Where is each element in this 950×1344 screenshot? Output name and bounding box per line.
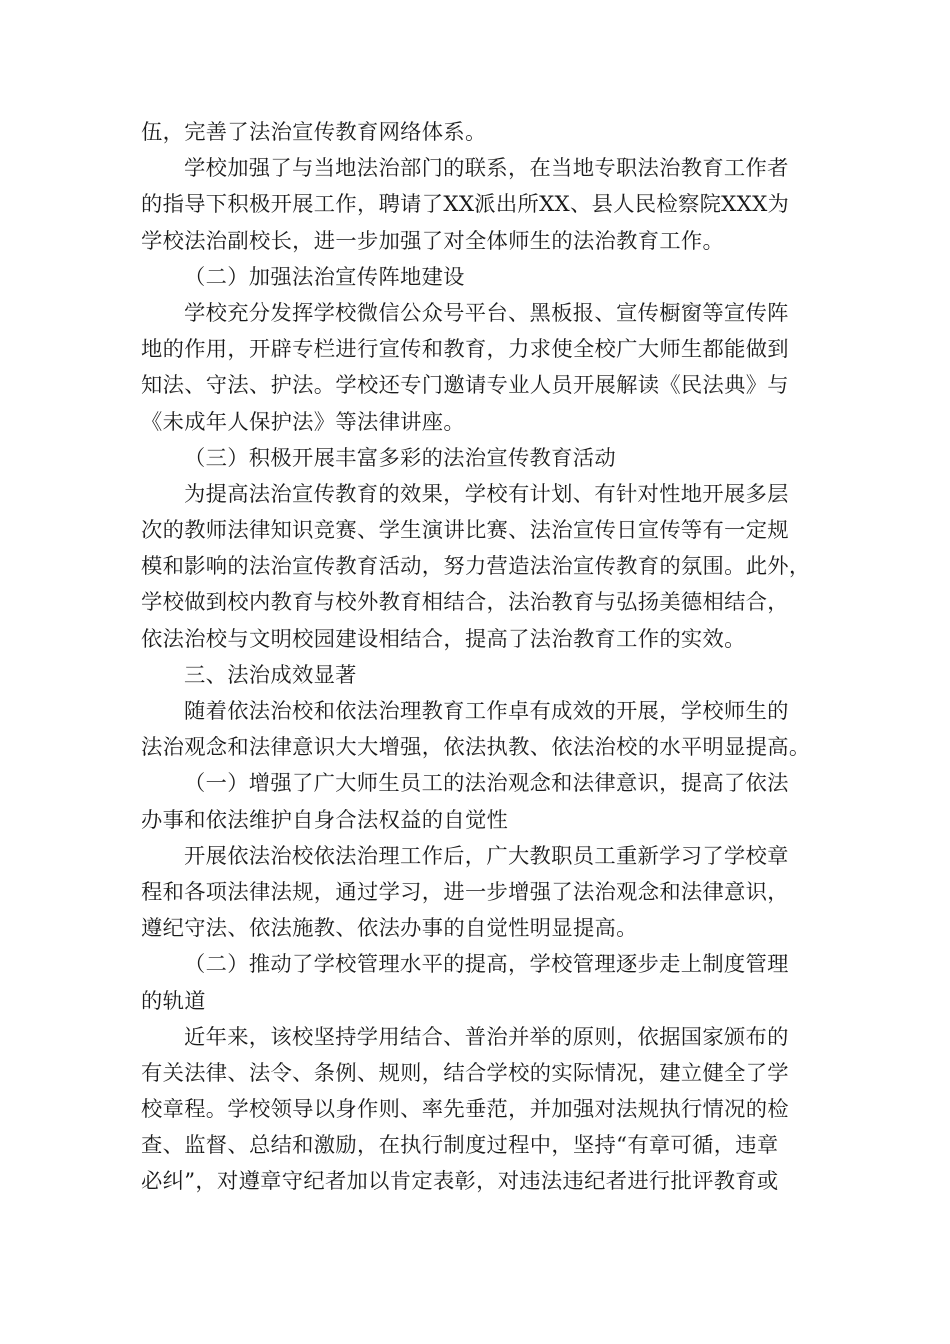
text-line: 学校充分发挥学校微信公众号平台、黑板报、宣传橱窗等宣传阵 <box>184 300 789 326</box>
section-heading: 办事和依法维护自身合法权益的自觉性 <box>141 807 509 833</box>
section-heading: 三、法治成效显著 <box>184 662 357 688</box>
text-line: 遵纪守法、依法施教、依法办事的自觉性明显提高。 <box>141 916 638 942</box>
text-line: 依法治校与文明校园建设相结合，提高了法治教育工作的实效。 <box>141 626 746 652</box>
section-heading: （三）积极开展丰富多彩的法治宣传教育活动 <box>184 445 616 471</box>
text-line: 的指导下积极开展工作，聘请了XX派出所XX、县人民检察院XXX为 <box>141 192 790 218</box>
section-heading: （二）加强法治宣传阵地建设 <box>184 264 465 290</box>
text-line: 《未成年人保护法》等法律讲座。 <box>141 409 465 435</box>
text-line: 开展依法治校依法治理工作后，广大教职员工重新学习了学校章 <box>184 843 789 869</box>
text-line: 地的作用，开辟专栏进行宣传和教育，力求使全校广大师生都能做到 <box>141 337 789 363</box>
text-line: 必纠”，对遵章守纪者加以肯定表彰，对违法违纪者进行批评教育或 <box>141 1169 779 1195</box>
text-line: 为提高法治宣传教育的效果，学校有计划、有针对性地开展多层 <box>184 481 789 507</box>
text-line: 知法、守法、护法。学校还专门邀请专业人员开展解读《民法典》与 <box>141 373 789 399</box>
text-line: 学校法治副校长，进一步加强了对全体师生的法治教育工作。 <box>141 228 725 254</box>
section-heading: （二）推动了学校管理水平的提高，学校管理逐步走上制度管理 <box>184 952 789 978</box>
text-line: 随着依法治校和依法治理教育工作卓有成效的开展，学校师生的 <box>184 699 789 724</box>
text-line: 伍，完善了法治宣传教育网络体系。 <box>141 120 487 145</box>
document-body <box>141 115 831 1201</box>
text-line: 学校做到校内教育与校外教育相结合，法治教育与弘扬美德相结合， <box>141 590 789 616</box>
text-line: 查、监督、总结和激励，在执行制度过程中，坚持“有章可循，违章 <box>141 1133 779 1159</box>
text-line: 模和影响的法治宣传教育活动，努力营造法治宣传教育的氛围。此外， <box>141 554 811 580</box>
text-line: 学校加强了与当地法治部门的联系，在当地专职法治教育工作者 <box>184 156 789 182</box>
section-heading: （一）增强了广大师生员工的法治观念和法律意识，提高了依法 <box>184 771 789 797</box>
text-line: 法治观念和法律意识大大增强，依法执教、依法治校的水平明显提高。 <box>141 735 811 761</box>
text-line: 次的教师法律知识竞赛、学生演讲比赛、法治宣传日宣传等有一定规 <box>141 518 789 544</box>
section-heading: 的轨道 <box>141 988 206 1014</box>
text-line: 有关法律、法令、条例、规则，结合学校的实际情况，建立健全了学 <box>141 1060 789 1086</box>
text-line: 近年来，该校坚持学用结合、普治并举的原则，依据国家颁布的 <box>184 1024 789 1050</box>
text-line: 程和各项法律法规，通过学习，进一步增强了法治观念和法律意识， <box>141 879 789 905</box>
text-line: 校章程。学校领导以身作则、率先垂范，并加强对法规执行情况的检 <box>141 1097 789 1123</box>
